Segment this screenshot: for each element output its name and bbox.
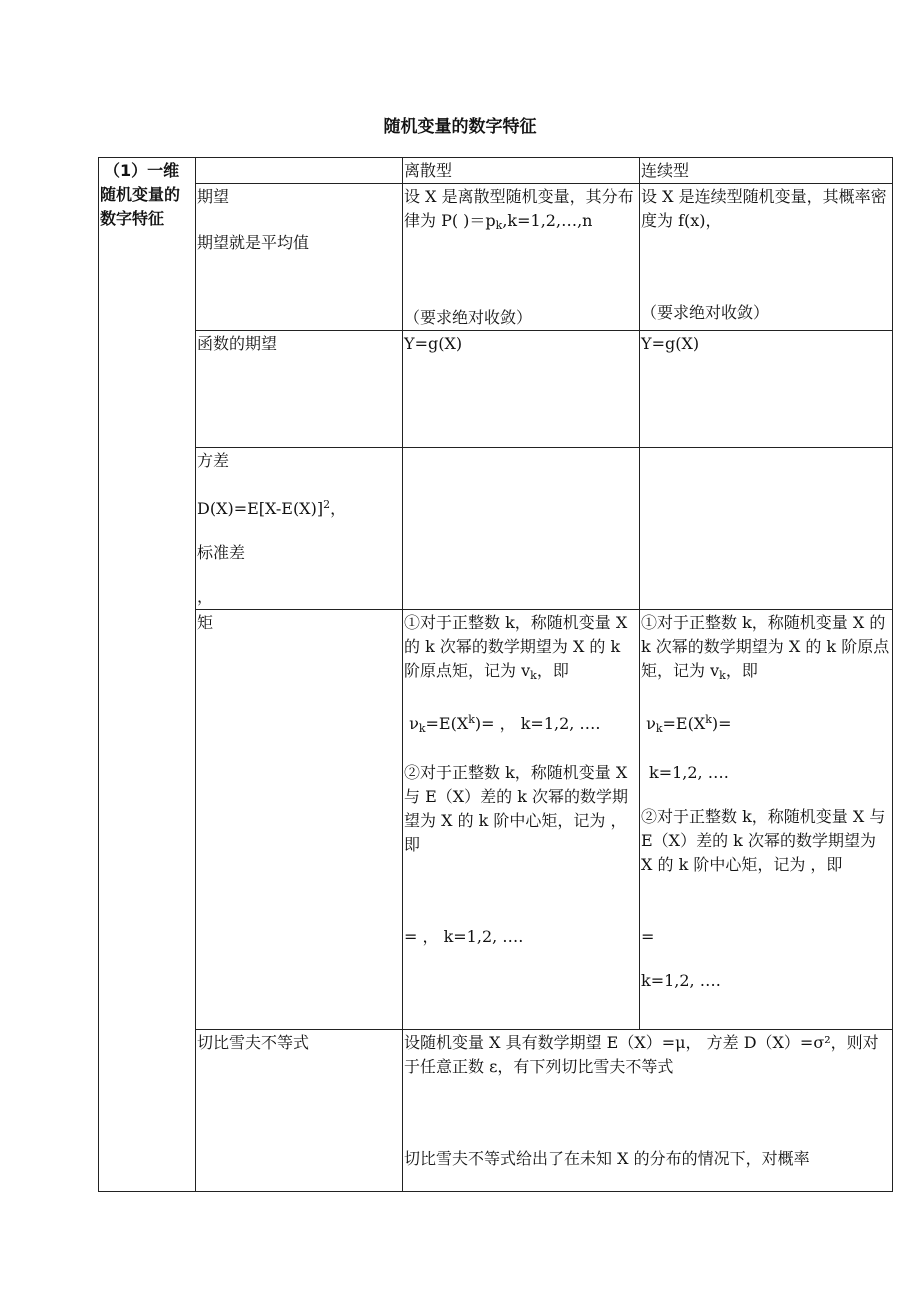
expectation-continuous-desc: 设 X 是连续型随机变量，其概率密度为 f(x)， (641, 187, 887, 230)
chebyshev-explanation: 切比雪夫不等式给出了在未知 X 的分布的情况下，对概率 (404, 1149, 810, 1168)
variance-discrete (403, 448, 640, 610)
expectation-discrete-requirement: （要求绝对收敛） (404, 308, 533, 327)
moment-continuous-central-formula: = (641, 927, 655, 946)
moment-discrete-cell (403, 610, 640, 1030)
moment-discrete-central: ②对于正整数 k，称随机变量 X 与 E（X）差的 k 次幂的数学期望为 X 的 k 阶中心矩，记为 ，即 (404, 763, 629, 854)
header-discrete: 离散型 (403, 158, 640, 184)
section-cell (99, 158, 196, 1192)
moment-discrete-central-formula: = ， k=1,2, …. (404, 927, 524, 946)
moment-continuous-formula: $\nu_k=E(X^k)=$ (646, 713, 732, 735)
variance-continuous (640, 448, 893, 610)
moment-continuous-central: ②对于正整数 k，称随机变量 X 与 E（X）差的 k 次幂的数学期望为 X 的 k 阶中心矩，记为 ，即 (641, 807, 886, 874)
chebyshev-statement: 设随机变量 X 具有数学期望 E（X）=μ， 方差 D（X）=σ²，则对于任意正数 ε，有下列切比雪夫不等式 (404, 1033, 879, 1076)
expectation-discrete-cell (403, 184, 640, 331)
table-row-variance (99, 448, 893, 610)
moment-discrete-formula: $\nu_k=E(X^k)=$ ， k=1,2, …. (409, 713, 601, 735)
func-expectation-discrete: Y=g(X) (403, 331, 640, 448)
section-label-line1: （1）一维 (104, 161, 180, 180)
expectation-label: 期望 (197, 187, 230, 206)
table-header-row (99, 158, 893, 184)
standard-deviation-label: 标准差 (197, 543, 246, 562)
expectation-continuous-requirement: （要求绝对收敛） (641, 303, 770, 322)
page-title: 随机变量的数字特征 (383, 117, 537, 137)
chebyshev-content-cell (403, 1030, 893, 1192)
table-row-expectation (99, 184, 893, 331)
variance-comma: ， (197, 587, 214, 606)
expectation-discrete-desc: 设 X 是离散型随机变量，其分布律为 P( )$=p_k,k=1,2,\dots,n$ (404, 187, 634, 232)
table-row-function-expectation (99, 331, 893, 448)
func-expectation-label: 函数的期望 (196, 331, 403, 448)
moment-continuous-cell (640, 610, 893, 1030)
section-label-line2: 随机变量的数字特征 (100, 185, 181, 228)
moment-continuous-k-range: k=1,2, …. (649, 763, 729, 782)
func-expectation-continuous: Y=g(X) (640, 331, 893, 448)
variance-label-cell (196, 448, 403, 610)
expectation-label-cell (196, 184, 403, 331)
header-blank (196, 158, 403, 184)
header-continuous: 连续型 (640, 158, 893, 184)
variance-label: 方差 (197, 451, 230, 470)
moment-discrete-origin: ①对于正整数 k，称随机变量 X 的 k 次幂的数学期望为 X 的 k 阶原点矩，记为 $v_k$，即 (404, 613, 628, 682)
table-row-chebyshev (99, 1030, 893, 1192)
expectation-note: 期望就是平均值 (197, 233, 310, 252)
table-row-moment (99, 610, 893, 1030)
expectation-continuous-cell (640, 184, 893, 331)
characteristics-table (98, 157, 893, 1192)
moment-label: 矩 (196, 610, 403, 1030)
moment-continuous-k-range-2: k=1,2, …. (641, 971, 721, 990)
variance-formula: $D(X)=E[X-E(X)]^2$， (197, 498, 347, 518)
moment-continuous-origin: ①对于正整数 k，称随机变量 X 的 k 次幂的数学期望为 X 的 k 阶原点矩，记为 $v_k$，即 (641, 613, 890, 682)
chebyshev-label: 切比雪夫不等式 (196, 1030, 403, 1192)
